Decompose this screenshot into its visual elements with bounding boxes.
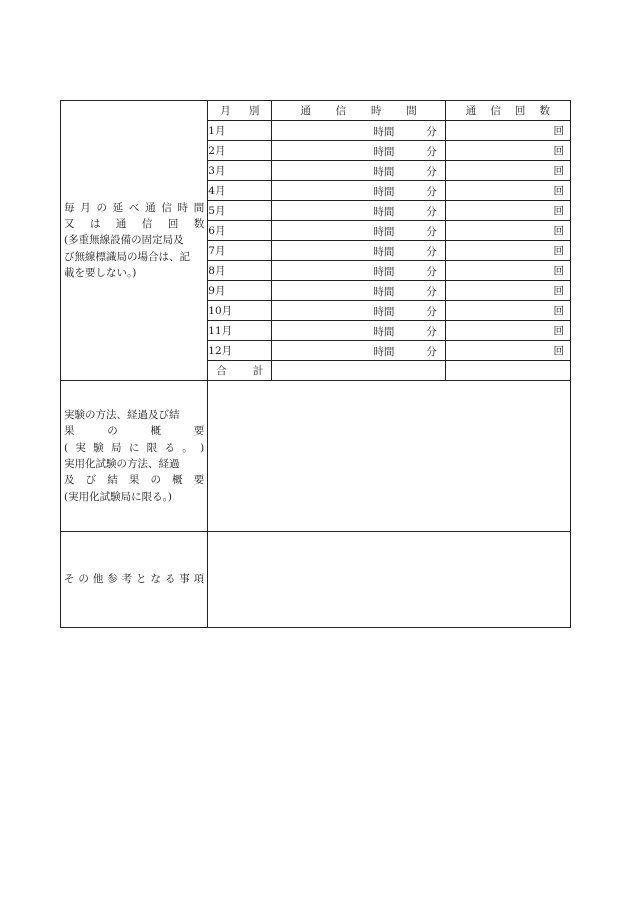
communication-record-table bbox=[60, 100, 571, 628]
time-entry[interactable]: 時間 分 bbox=[272, 341, 445, 361]
count-entry[interactable]: 回 bbox=[445, 121, 570, 141]
other-notes-label: そ の 他 参 考 と な る 事 項 bbox=[61, 532, 208, 628]
count-entry[interactable]: 回 bbox=[445, 221, 570, 241]
month-label: 8月 bbox=[208, 261, 272, 281]
monthly-label-line-4: び無線標識局の場合は、記 bbox=[64, 250, 190, 263]
experiment-label-line-5: 及 び 結 果 の 概 要 bbox=[64, 474, 205, 487]
count-entry[interactable]: 回 bbox=[445, 301, 570, 321]
other-row bbox=[61, 532, 571, 628]
month-label: 3月 bbox=[208, 161, 272, 181]
month-label: 2月 bbox=[208, 141, 272, 161]
month-label: 10月 bbox=[208, 301, 272, 321]
time-entry[interactable]: 時間 分 bbox=[272, 261, 445, 281]
count-entry[interactable]: 回 bbox=[445, 141, 570, 161]
month-label: 7月 bbox=[208, 241, 272, 261]
experiment-label-line-6: (実用化試験局に限る。) bbox=[64, 490, 172, 503]
time-entry[interactable]: 時間 分 bbox=[272, 281, 445, 301]
month-label: 5月 bbox=[208, 201, 272, 221]
total-time-entry[interactable] bbox=[272, 361, 445, 381]
time-entry[interactable]: 時間 分 bbox=[272, 201, 445, 221]
count-entry[interactable]: 回 bbox=[445, 261, 570, 281]
count-entry[interactable]: 回 bbox=[445, 321, 570, 341]
header-row bbox=[61, 101, 571, 121]
month-label: 12月 bbox=[208, 341, 272, 361]
total-label: 合 計 bbox=[208, 361, 272, 381]
month-label: 4月 bbox=[208, 181, 272, 201]
experiment-label-line-4: 実用化試験の方法、経過 bbox=[64, 458, 180, 470]
count-column-header: 通 信 回 数 bbox=[445, 101, 570, 121]
experiment-label-line-2: 果 の 概 要 bbox=[64, 425, 205, 438]
experiment-entry[interactable] bbox=[208, 381, 571, 532]
experiment-label-line-3: ( 実 験 局 に 限 る 。 ) bbox=[64, 441, 205, 454]
monthly-label-line-1: 毎 月 の 延 べ 通 信 時 間 bbox=[64, 201, 205, 214]
time-entry[interactable]: 時間 分 bbox=[272, 181, 445, 201]
total-count-entry[interactable] bbox=[445, 361, 570, 381]
month-label: 6月 bbox=[208, 221, 272, 241]
count-entry[interactable]: 回 bbox=[445, 241, 570, 261]
count-entry[interactable]: 回 bbox=[445, 281, 570, 301]
experiment-label bbox=[61, 381, 208, 532]
time-entry[interactable]: 時間 分 bbox=[272, 241, 445, 261]
count-entry[interactable]: 回 bbox=[445, 161, 570, 181]
time-entry[interactable]: 時間 分 bbox=[272, 301, 445, 321]
time-column-header: 通 信 時 間 bbox=[272, 101, 445, 121]
monthly-label-line-3: (多重無線設備の固定局及 bbox=[64, 234, 184, 247]
month-column-header: 月 別 bbox=[208, 101, 272, 121]
other-notes-entry[interactable] bbox=[208, 532, 571, 628]
monthly-label-line-5: 載を要しない。) bbox=[64, 266, 137, 279]
monthly-usage-label bbox=[61, 101, 208, 381]
time-entry[interactable]: 時間 分 bbox=[272, 221, 445, 241]
time-entry[interactable]: 時間 分 bbox=[272, 161, 445, 181]
monthly-label-line-2: 又 は 通 信 回 数 bbox=[64, 218, 205, 231]
month-label: 1月 bbox=[208, 121, 272, 141]
time-entry[interactable]: 時間 分 bbox=[272, 321, 445, 341]
time-entry[interactable]: 時間 分 bbox=[272, 121, 445, 141]
count-entry[interactable]: 回 bbox=[445, 341, 570, 361]
month-label: 11月 bbox=[208, 321, 272, 341]
time-entry[interactable]: 時間 分 bbox=[272, 141, 445, 161]
month-label: 9月 bbox=[208, 281, 272, 301]
count-entry[interactable]: 回 bbox=[445, 181, 570, 201]
count-entry[interactable]: 回 bbox=[445, 201, 570, 221]
experiment-label-line-1: 実験の方法、経過及び結 bbox=[64, 409, 180, 422]
experiment-row bbox=[61, 381, 571, 532]
